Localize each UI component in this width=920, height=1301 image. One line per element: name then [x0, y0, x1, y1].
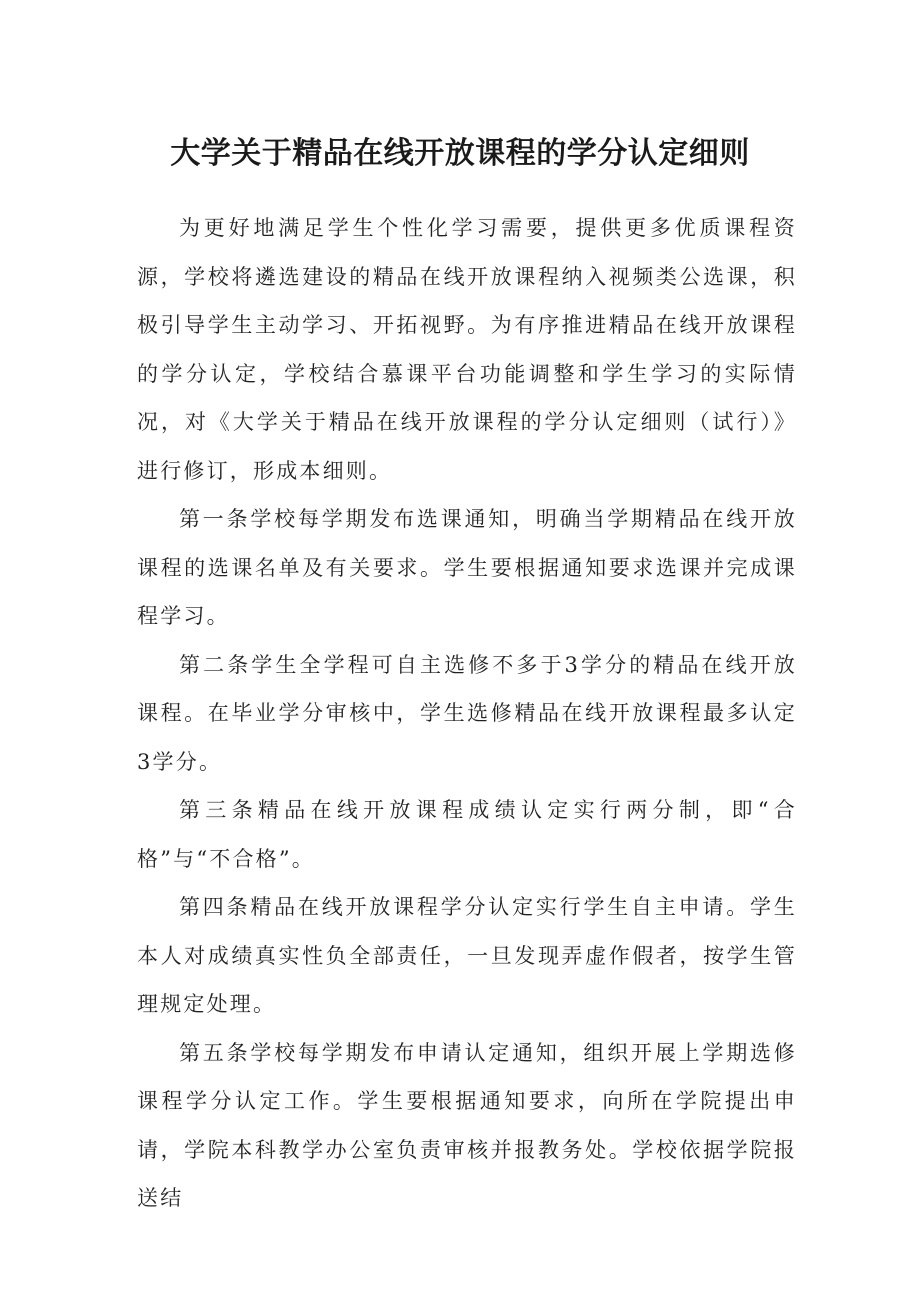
- article-2-paragraph: 第二条学生全学程可自主选修不多于3学分的精品在线开放课程。在毕业学分审核中，学生选修精品在线开放课程最多认定3学分。: [137, 652, 797, 774]
- article-1-paragraph: 第一条学校每学期发布选课通知，明确当学期精品在线开放课程的选课名单及有关要求。学生要根据通知要求选课并完成课程学习。: [137, 507, 797, 628]
- document-body: [137, 204, 797, 1223]
- intro-paragraph: 为更好地满足学生个性化学习需要，提供更多优质课程资源，学校将遴选建设的精品在线开放课程纳入视频类公选课，积极引导学生主动学习、开拓视野。为有序推进精品在线开放课程的学分认定，学校结合慕课平台功能调整和学生学习的实际情况，对《大学关于精品在线开放课程的学分认定细则（试行）》进行修订，形成本细则。: [137, 216, 797, 483]
- article-3-paragraph: 第三条精品在线开放课程成绩认定实行两分制，即“合格”与“不合格”。: [137, 798, 797, 871]
- article-4-paragraph: 第四条精品在线开放课程学分认定实行学生自主申请。学生本人对成绩真实性负全部责任，一旦发现弄虚作假者，按学生管理规定处理。: [137, 895, 797, 1016]
- document-title: 大学关于精品在线开放课程的学分认定细则: [170, 136, 750, 171]
- article-5-paragraph: 第五条学校每学期发布申请认定通知，组织开展上学期选修课程学分认定工作。学生要根据通知要求，向所在学院提出申请，学院本科教学办公室负责审核并报教务处。学校依据学院报送结: [137, 1040, 797, 1210]
